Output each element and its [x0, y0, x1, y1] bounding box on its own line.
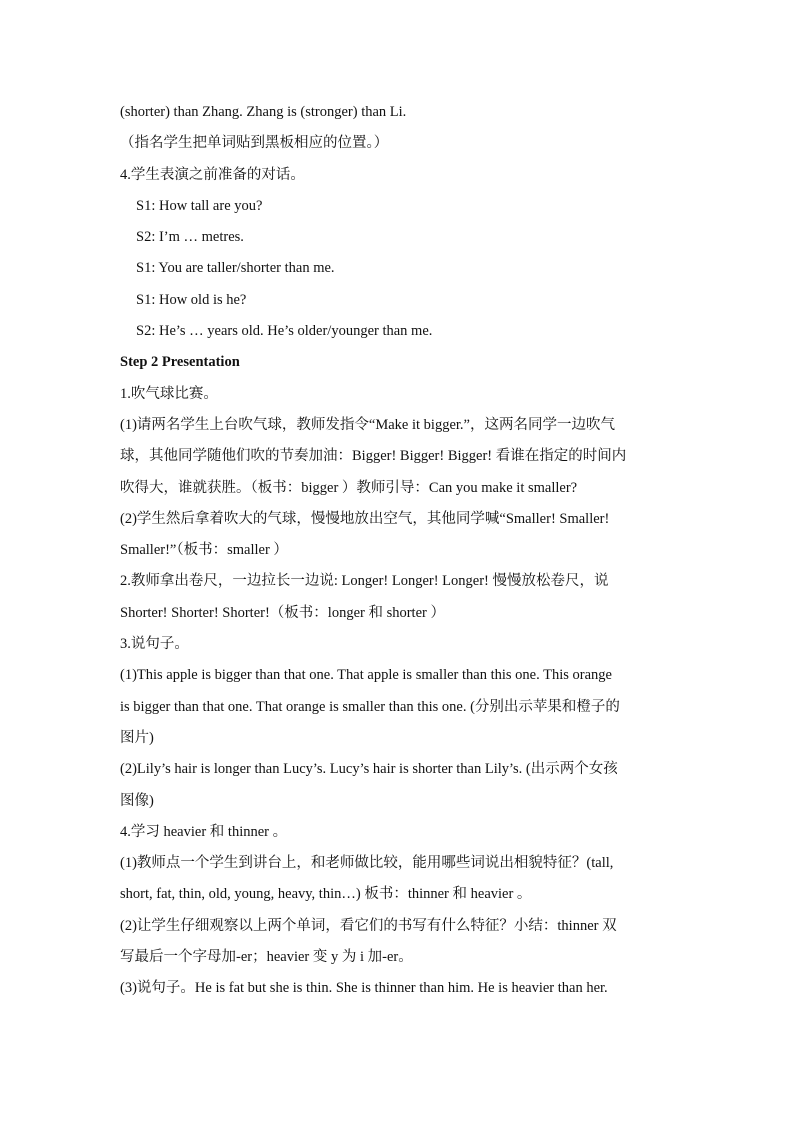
- text-line: 1.吹气球比赛。: [120, 385, 218, 402]
- text-line: S2: He’s … years old. He’s older/younger than me.: [136, 323, 433, 340]
- text-line: 图片): [120, 729, 154, 746]
- text-line: S1: How tall are you?: [136, 197, 263, 214]
- text-line: (shorter) than Zhang. Zhang is (stronger) than Li.: [120, 104, 407, 120]
- text-line: 图像): [120, 792, 154, 809]
- text-line: 3.说句子。: [120, 636, 189, 653]
- text-line: (1)请两名学生上台吹气球，教师发指令“Make it bigger.”，这两名同学一边吹气: [120, 416, 615, 433]
- text-line: (2)让学生仔细观察以上两个单词，看它们的书写有什么特征？小结：thinner 双: [120, 917, 617, 934]
- text-line: （指名学生把单词贴到黑板相应的位置。）: [120, 135, 389, 152]
- text-line: S1: You are taller/shorter than me.: [136, 260, 335, 277]
- text-line: S1: How old is he?: [136, 291, 247, 308]
- text-line: 球，其他同学随他们吹的节奏加油：Bigger! Bigger! Bigger! 看谁在指定的时间内: [120, 448, 627, 465]
- text-line: is bigger than that one. That orange is smaller than this one. (分别出示苹果和橙子的: [120, 698, 620, 715]
- text-line: 4.学生表演之前准备的对话。: [120, 166, 305, 183]
- text-line: short, fat, thin, old, young, heavy, thin…) 板书：thinner 和 heavier 。: [120, 886, 532, 903]
- text-line: S2: I’m … metres.: [136, 229, 244, 246]
- text-line: (2)Lily’s hair is longer than Lucy’s. Lucy’s hair is shorter than Lily’s. (出示两个女孩: [120, 761, 618, 778]
- text-line: 4.学习 heavier 和 thinner 。: [120, 823, 288, 840]
- text-line: (2)学生然后拿着吹大的气球，慢慢地放出空气，其他同学喊“Smaller! Smaller!: [120, 510, 610, 527]
- text-line: Shorter! Shorter! Shorter!（板书：longer 和 shorter ）: [120, 604, 445, 621]
- text-line: 写最后一个字母加-er；heavier 变 y 为 i 加-er。: [120, 949, 413, 966]
- text-line: (1)教师点一个学生到讲台上，和老师做比较，能用哪些词说出相貌特征？(tall,: [120, 855, 614, 872]
- text-line: (1)This apple is bigger than that one. That apple is smaller than this one. This orange: [120, 667, 612, 684]
- text-line: 吹得大，谁就获胜。（板书：bigger ）教师引导：Can you make it smaller?: [120, 479, 578, 496]
- document-body: [120, 99, 680, 1007]
- text-line: Smaller!”（板书：smaller ）: [120, 542, 288, 559]
- section-heading: Step 2 Presentation: [120, 354, 240, 371]
- text-line: 2.教师拿出卷尺，一边拉长一边说: Longer! Longer! Longer! 慢慢放松卷尺，说: [120, 573, 609, 590]
- text-line: (3)说句子。He is fat but she is thin. She is thinner than him. He is heavier than her.: [120, 980, 608, 997]
